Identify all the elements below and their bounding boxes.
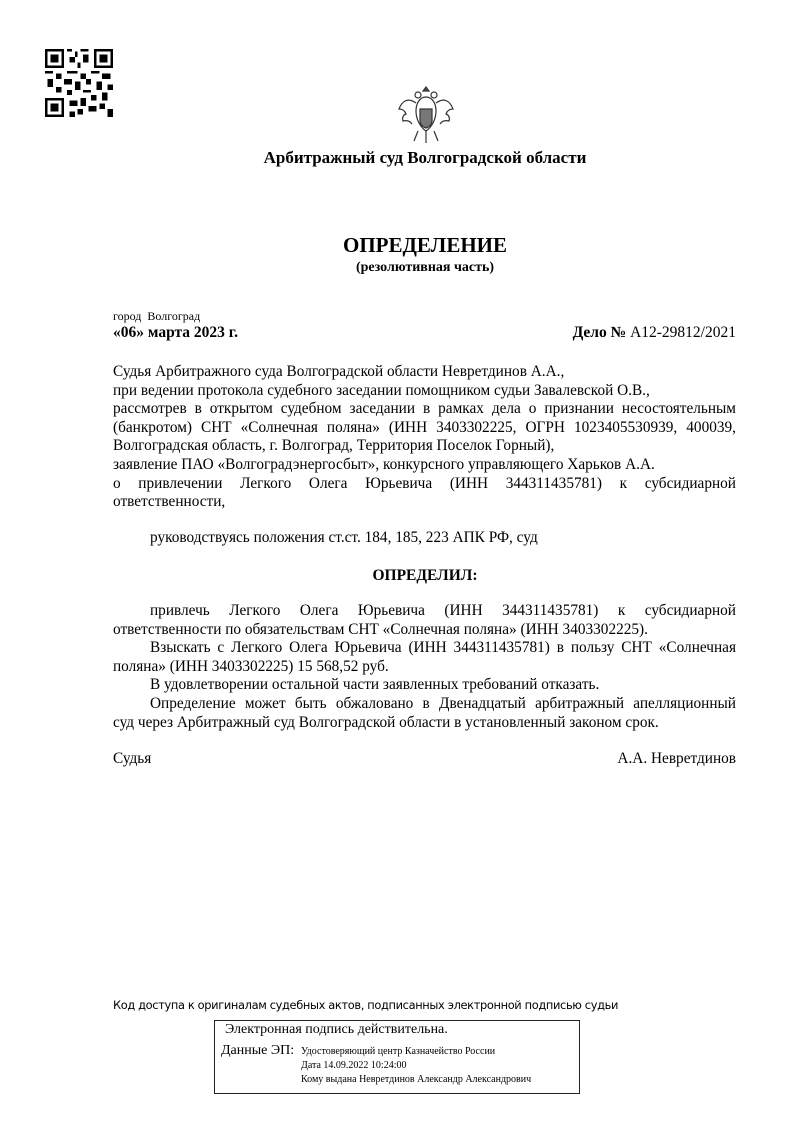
intro-line: заявление ПАО «Волгоградэнергосбыт», конкурсного управляющего Харьков А.А. [113,456,655,473]
judge-name: А.А. Невретдинов [617,750,736,767]
intro-line: при ведении протокола судебного заседании помощником судьи Завалевской О.В., [113,381,650,399]
ruling-heading: ОПРЕДЕЛИЛ: [372,567,478,584]
qr-code [45,49,113,117]
esign-owner: Кому выдана Невретдинов Александр Александрович [301,1074,532,1085]
document-subtitle: (резолютивная часть) [355,260,495,275]
intro-line: рассмотрев в открытом судебном заседании в рамках дела о признании несостоятельным [113,400,736,418]
document-date: «06» марта 2023 г. [113,324,238,341]
city: город Волгоград [113,309,201,323]
court-name: Арбитражный суд Волгоградской области [263,148,587,167]
access-code-text: Код доступа к оригиналам судебных актов, подписанных электронной подписью судьи [113,998,619,1012]
electronic-signature-box [214,1020,580,1094]
ruling-line: привлечь Легкого Олега Юрьевича (ИНН 344311435781) к субсидиарной [150,602,736,619]
esign-label: Данные ЭП: [221,1043,295,1058]
esign-center: Удостоверяющий центр Казначейство России [301,1046,496,1057]
intro-line: ответственности, [113,493,226,511]
ruling-line: В удовлетворении остальной части заявленных требований отказать. [150,676,600,694]
signature-label: Судья [113,750,152,767]
ruling-line: ответственности по обязательствам СНТ «Солнечная поляна» (ИНН 3403302225). [113,620,648,638]
intro-line: о привлечении Легкого Олега Юрьевича (ИНН 344311435781) к субсидиарной [113,474,736,492]
document-title: ОПРЕДЕЛЕНИЕ [342,233,507,257]
coat-of-arms-emblem [396,83,456,147]
esign-valid-text: Электронная подпись действительна. [225,1022,448,1037]
case-number [573,324,736,342]
ruling-line: поляна» (ИНН 3403302225) 15 568,52 руб. [113,657,389,675]
intro-line: Волгоградская область, г. Волгоград, Территория Поселок Горный), [113,437,555,455]
esign-date: Дата 14.09.2022 10:24:00 [301,1060,407,1071]
case-number-value: А12-29812/2021 [630,324,736,341]
ruling-line: Определение может быть обжаловано в Двенадцатый арбитражный апелляционный [150,695,736,712]
intro-line: (банкротом) СНТ «Солнечная поляна» (ИНН 3403302225, ОГРН 1023405530939, 400039, [113,418,736,436]
ruling-line: Взыскать с Легкого Олега Юрьевича (ИНН 344311435781) в пользу СНТ «Солнечная [150,639,736,657]
ruling-line: суд через Арбитражный суд Волгоградской области в установленный законом срок. [113,713,659,731]
guided-by-text: руководствуясь положения ст.ст. 184, 185, 223 АПК РФ, суд [150,529,538,546]
intro-line: Судья Арбитражного суда Волгоградской области Невретдинов А.А., [113,363,565,380]
case-label: Дело № [572,324,627,341]
